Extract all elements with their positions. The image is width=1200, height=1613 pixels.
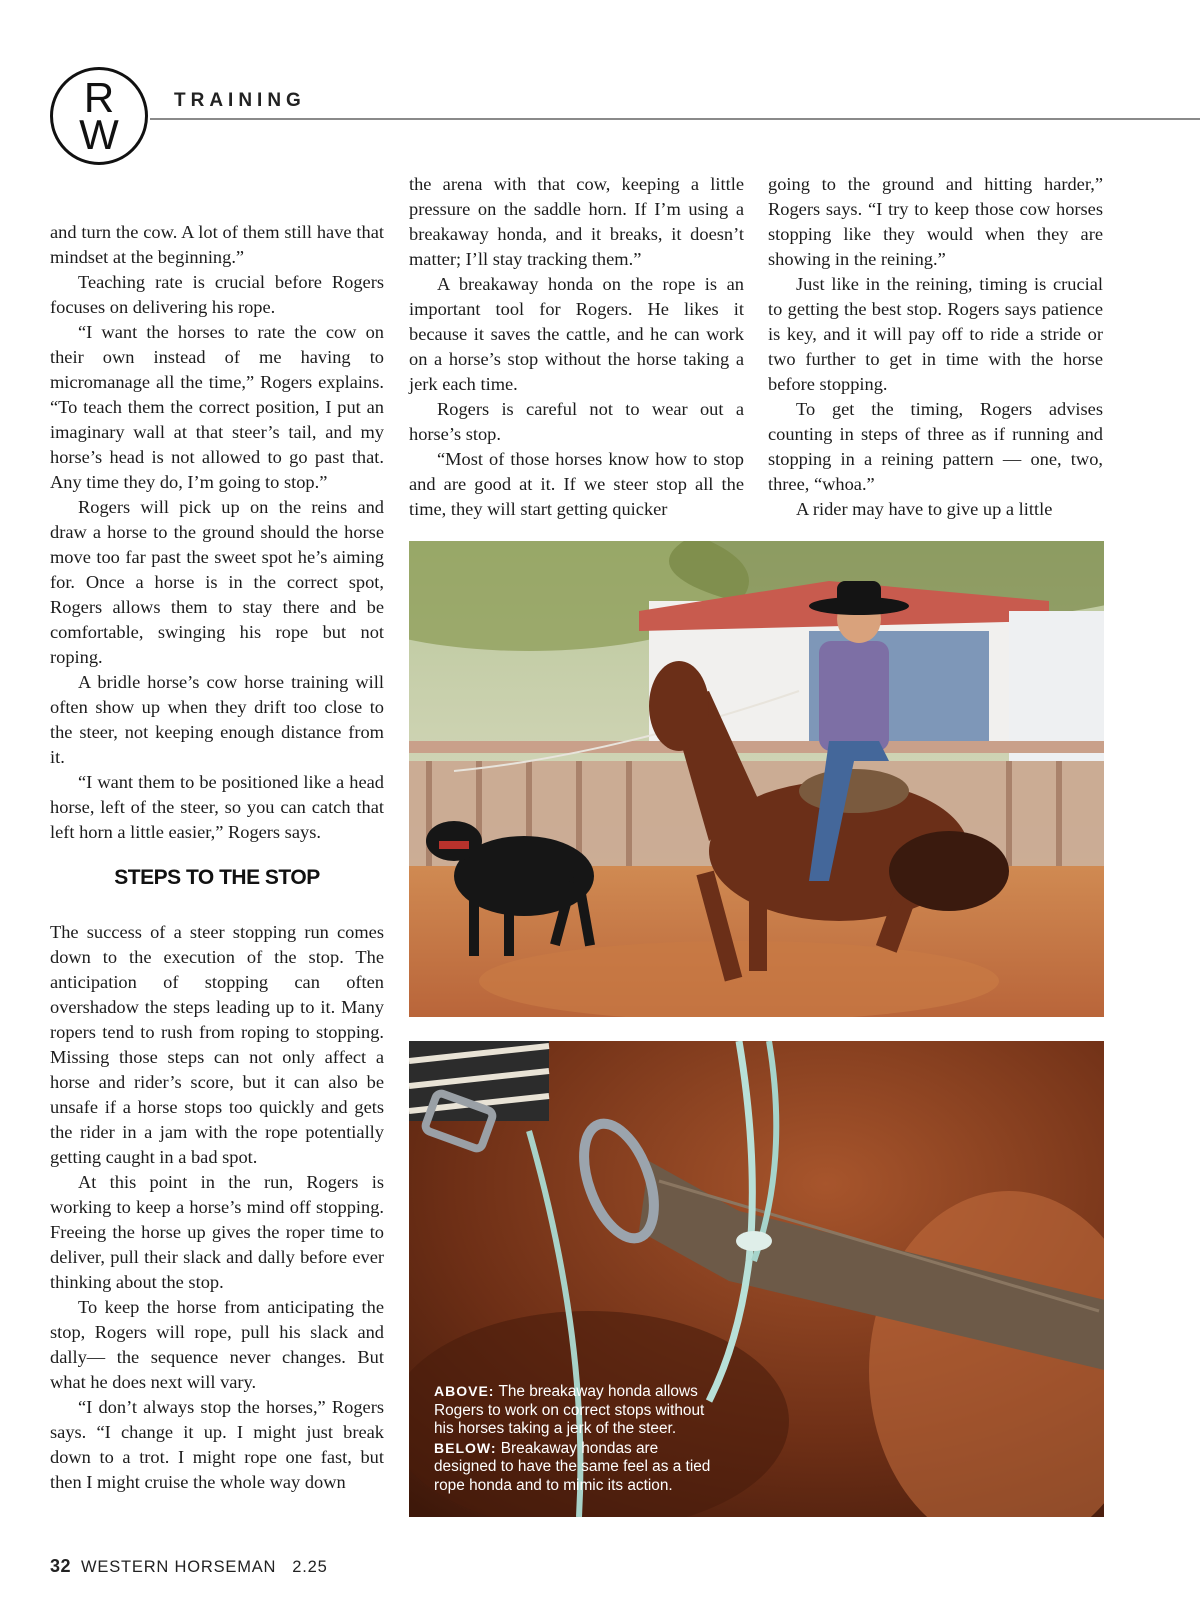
logo-letter-w: W	[79, 111, 119, 158]
subheading: STEPS TO THE STOP	[114, 866, 320, 889]
paragraph: The success of a steer stopping run comes down to the execution of the stop. The anticipation of stopping can often overshadow the steps leading up to it. Many ropers tend to rush from roping to stopping. Missing those steps can not only affect a horse and rider’s score, but it can also be unsafe if a horse stops too quickly and gets the rider in a jam with the rope potentially getting caught in a bad spot.	[50, 922, 384, 1167]
paragraph: Just like in the reining, timing is crucial to getting the best stop. Rogers says patience is key, and it will pay off to ride a stride or two further to get in time with the horse before stopping.	[768, 274, 1103, 394]
paragraph: “I want them to be positioned like a head horse, left of the steer, so you can catch that left horn a little easier,” Rogers says.	[50, 772, 384, 842]
paragraph: Rogers is careful not to wear out a horse’s stop.	[409, 399, 744, 444]
page-footer	[50, 1556, 328, 1577]
photo-caption	[434, 1382, 724, 1495]
page-number: 32	[50, 1556, 72, 1576]
photo-rider-steer-stop	[409, 541, 1104, 1017]
paragraph: “I don’t always stop the horses,” Rogers says. “I change it up. I might just break down to a trot. I might rope one fast, but then I might cruise the whole way down	[50, 1397, 384, 1492]
section-label: TRAINING	[174, 90, 306, 111]
paragraph: A breakaway honda on the rope is an important tool for Rogers. He likes it because it saves the cattle, and he can work on a horse’s stop without the horse taking a jerk each time.	[409, 274, 744, 394]
caption-label-below: BELOW:	[434, 1439, 497, 1456]
paragraph: To keep the horse from anticipating the stop, Rogers will rope, pull his slack and dally— the sequence never changes. But what he does next will vary.	[50, 1297, 384, 1392]
paragraph: To get the timing, Rogers advises counting in steps of three as if running and stopping in a reining pattern — one, two, three, “whoa.”	[768, 399, 1103, 494]
paragraph: and turn the cow. A lot of them still have that mindset at the beginning.”	[50, 222, 384, 267]
paragraph: A bridle horse’s cow horse training will often show up when they drift too close to the steer, not keeping enough distance from it.	[50, 672, 384, 767]
caption-text-below: Breakaway hondas are designed to have the same feel as a tied rope honda and to mimic its action.	[434, 1439, 711, 1494]
logo-letter-r: R	[83, 74, 115, 121]
header-rule	[150, 118, 1200, 120]
paragraph: the arena with that cow, keeping a little pressure on the saddle horn. If I’m using a breakaway honda, and it breaks, it doesn’t matter; I’ll stay tracking them.”	[409, 174, 744, 269]
paragraph: At this point in the run, Rogers is working to keep a horse’s mind off stopping. Freeing the horse up gives the roper time to deliver, pull their slack and dally before ever thinking about the stop.	[50, 1172, 384, 1292]
article-column-3	[768, 172, 1103, 522]
article-column-1	[50, 220, 384, 1495]
paragraph: “I want the horses to rate the cow on their own instead of me having to micromanage all the time,” Rogers explains. “To teach them the correct position, I put an imaginary wall at that steer’s tail, and my horse’s head is not allowed to go past that. Any time they do, I’m going to stop.”	[50, 322, 384, 492]
magazine-name: WESTERN HORSEMAN	[81, 1558, 277, 1576]
paragraph: going to the ground and hitting harder,” Rogers says. “I try to keep those cow horses stopping like they would when they are showing in the reining.”	[768, 174, 1103, 269]
paragraph: A rider may have to give up a little	[796, 499, 1053, 519]
paragraph: Rogers will pick up on the reins and draw a horse to the ground should the horse move too far past the sweet spot he’s aiming for. Once a horse is in the correct spot, Rogers allows them to stay there and be comfortable, swinging his rope but not roping.	[50, 497, 384, 667]
paragraph: “Most of those horses know how to stop and are good at it. If we steer stop all the time, they will start getting quicker	[409, 449, 744, 519]
paragraph: Teaching rate is crucial before Rogers focuses on delivering his rope.	[50, 272, 384, 317]
rw-logo	[50, 67, 148, 165]
caption-label-above: ABOVE:	[434, 1383, 495, 1399]
article-column-2	[409, 172, 744, 522]
issue-date: 2.25	[292, 1558, 328, 1576]
caption-text-above: The breakaway honda allows Rogers to work on correct stops without his horses taking a jerk of the steer.	[434, 1383, 705, 1437]
